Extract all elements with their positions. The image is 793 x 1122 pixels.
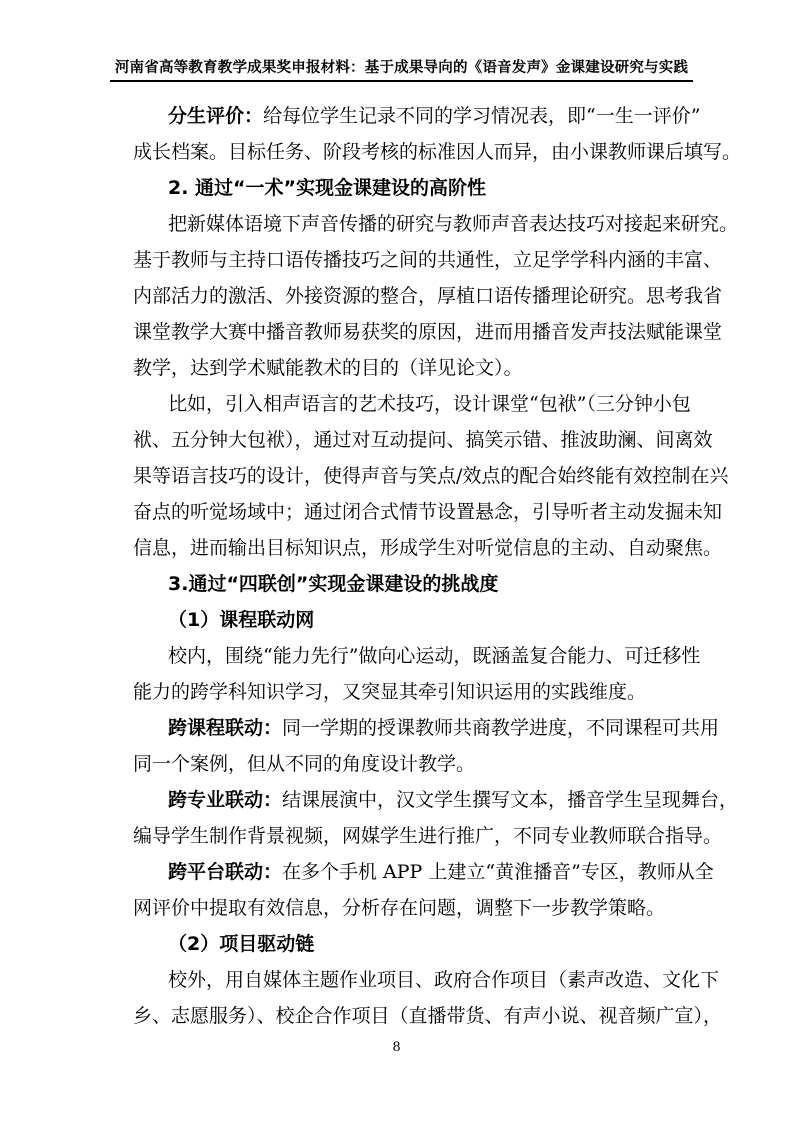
- page-number: 8: [392, 1040, 401, 1055]
- subsection-heading: （1）课程联动网: [168, 609, 315, 631]
- paragraph-line: 跨平台联动：在多个手机 APP 上建立“黄淮播音”专区，教师从全: [168, 861, 714, 883]
- paragraph-line: 分生评价：给每位学生记录不同的学习情况表，即“一生一评价”: [168, 105, 701, 127]
- bold-label: 分生评价：: [168, 105, 264, 127]
- paragraph-line: 校外，用自媒体主题作业项目、政府合作项目（素声改造、文化下: [168, 969, 720, 991]
- paragraph-line: 基于教师与主持口语传播技巧之间的共通性，立足学学科内涵的丰富、: [133, 249, 723, 271]
- bold-label: 跨课程联动：: [168, 717, 283, 739]
- paragraph-line: 袱、五分钟大包袱），通过对互动提问、搞笑示错、推波助澜、间离效: [133, 429, 713, 451]
- bold-label: 跨平台联动：: [168, 861, 283, 883]
- paragraph-line: 课堂教学大赛中播音教师易获奖的原因，进而用播音发声技法赋能课堂: [133, 321, 723, 343]
- paragraph-line: 同一个案例，但从不同的角度设计教学。: [133, 753, 476, 775]
- paragraph-line: 果等语言技巧的设计，使得声音与笑点/效点的配合始终能有效控制在兴: [133, 465, 729, 487]
- paragraph-line: 教学，达到学术赋能教术的目的（详见论文）。: [133, 357, 523, 379]
- paragraph-line: 校内，围绕“能力先行”做向心运动，既涵盖复合能力、可迁移性: [168, 645, 701, 667]
- paragraph-line: 奋点的听觉场域中；通过闭合式情节设置悬念，引导听者主动发掘未知: [133, 501, 723, 523]
- subsection-heading: （2）项目驱动链: [168, 933, 315, 955]
- section-heading: 3.通过“四联创”实现金课建设的挑战度: [168, 573, 499, 595]
- paragraph-line: 乡、志愿服务）、校企合作项目（直播带货、有声小说、视音频广宣），: [133, 1005, 723, 1027]
- paragraph-line: 比如，引入相声语言的艺术技巧，设计课堂“包袱”（三分钟小包: [168, 393, 691, 415]
- paragraph-line: 跨专业联动：结课展演中，汉文学生撰写文本，播音学生呈现舞台，: [168, 789, 739, 811]
- paragraph-line: 把新媒体语境下声音传播的研究与教师声音表达技巧对接起来研究。: [168, 213, 739, 235]
- paragraph-line: 网评价中提取有效信息，分析存在问题，调整下一步教学策略。: [133, 897, 666, 919]
- header-rule: [110, 80, 693, 82]
- paragraph-line: 能力的跨学科知识学习，又突显其牵引知识运用的实践维度。: [133, 681, 647, 703]
- paragraph-line: 跨课程联动：同一学期的授课教师共商教学进度，不同课程可共用: [168, 717, 720, 739]
- paragraph-line: 信息，进而输出目标知识点，形成学生对听觉信息的主动、自动聚焦。: [133, 537, 723, 559]
- section-heading: 2. 通过“一术”实现金课建设的高阶性: [168, 177, 487, 199]
- paragraph-line: 内部活力的激活、外接资源的整合，厚植口语传播理论研究。思考我省: [133, 285, 723, 307]
- running-header: 河南省高等教育教学成果奖申报材料：基于成果导向的《语音发声》金课建设研究与实践: [114, 60, 689, 76]
- paragraph-line: 编导学生制作背景视频，网媒学生进行推广，不同专业教师联合指导。: [133, 825, 723, 847]
- bold-label: 跨专业联动：: [168, 789, 283, 811]
- paragraph-line: 成长档案。目标任务、阶段考核的标准因人而异，由小课教师课后填写。: [133, 141, 742, 163]
